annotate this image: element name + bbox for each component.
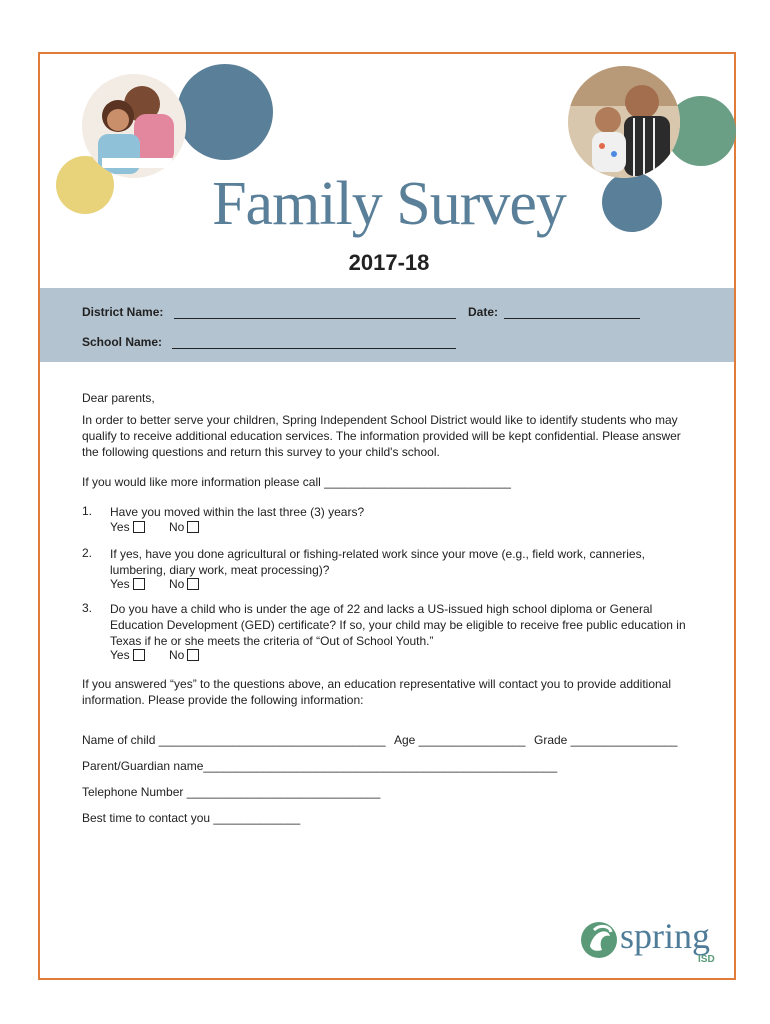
question-3-yes-checkbox[interactable] bbox=[133, 649, 145, 661]
call-line: If you would like more information please call ____________________________ bbox=[82, 475, 511, 489]
question-1-no-checkbox[interactable] bbox=[187, 521, 199, 533]
school-name-label: School Name: bbox=[82, 335, 163, 349]
district-name-label: District Name: bbox=[82, 305, 164, 319]
intro-line-2: qualify to receive additional education services. The information provided will be kept confidential. Please answer bbox=[82, 429, 681, 443]
grade-field[interactable]: Grade ________________ bbox=[534, 733, 678, 747]
question-3-yes[interactable] bbox=[110, 648, 145, 662]
question-1-no[interactable] bbox=[169, 520, 199, 534]
question-2-number: 2. bbox=[82, 546, 93, 560]
yes-label: Yes bbox=[110, 520, 130, 534]
question-2-yes[interactable] bbox=[110, 577, 145, 591]
logo-wordmark: spring bbox=[620, 916, 710, 956]
question-3-line-1: Do you have a child who is under the age of 22 and lacks a US-issued high school diploma or General bbox=[110, 602, 653, 616]
question-3-no[interactable] bbox=[169, 648, 199, 662]
intro-line-3: the following questions and return this survey to your child's school. bbox=[82, 445, 440, 459]
survey-year: 2017-18 bbox=[348, 250, 430, 275]
telephone-field[interactable]: Telephone Number _____________________________ bbox=[82, 785, 381, 799]
date-label: Date: bbox=[468, 305, 499, 319]
photo-father-son bbox=[568, 66, 680, 178]
school-info-band bbox=[40, 288, 734, 362]
question-2-no[interactable] bbox=[169, 577, 199, 591]
question-3-no-checkbox[interactable] bbox=[187, 649, 199, 661]
no-label: No bbox=[169, 648, 185, 662]
question-3-number: 3. bbox=[82, 601, 93, 615]
greeting: Dear parents, bbox=[82, 391, 155, 405]
intro-line-1: In order to better serve your children, Spring Independent School District would like to identify students who may bbox=[82, 413, 678, 427]
question-1-line-1: Have you moved within the last three (3) years? bbox=[110, 505, 365, 519]
yes-label: Yes bbox=[110, 577, 130, 591]
question-3-line-2: Education Development (GED) certificate? If so, your child may be eligible to receive free public education in bbox=[110, 618, 686, 632]
question-2-no-checkbox[interactable] bbox=[187, 578, 199, 590]
yes-label: Yes bbox=[110, 648, 130, 662]
best-time-field[interactable]: Best time to contact you _____________ bbox=[82, 811, 301, 825]
question-1-yes[interactable] bbox=[110, 520, 145, 534]
question-1-number: 1. bbox=[82, 504, 93, 518]
question-3-line-3: Texas if he or she meets the criteria of “Out of School Youth.” bbox=[110, 634, 434, 648]
survey-page bbox=[38, 52, 736, 980]
question-2-line-1: If yes, have you done agricultural or fishing-related work since your move (e.g., field work, canneries, bbox=[110, 547, 645, 561]
no-label: No bbox=[169, 520, 185, 534]
decor-circle-blue-large bbox=[177, 64, 273, 160]
question-1-yes-checkbox[interactable] bbox=[133, 521, 145, 533]
followup-line-1: If you answered “yes” to the questions above, an education representative will contact you to provide additional bbox=[82, 677, 672, 691]
spring-isd-logo bbox=[580, 916, 720, 970]
district-name-field[interactable] bbox=[174, 318, 456, 319]
photo-mother-daughter bbox=[82, 74, 186, 178]
logo-isd: ISD bbox=[698, 954, 715, 965]
child-name-field[interactable]: Name of child __________________________________ bbox=[82, 733, 386, 747]
age-field[interactable]: Age ________________ bbox=[394, 733, 526, 747]
question-2-yes-checkbox[interactable] bbox=[133, 578, 145, 590]
guardian-name-field[interactable]: Parent/Guardian name_____________________________________________________ bbox=[82, 759, 558, 773]
question-2-line-2: lumbering, diary work, meat processing)? bbox=[110, 563, 330, 577]
school-name-field[interactable] bbox=[172, 348, 456, 349]
no-label: No bbox=[169, 577, 185, 591]
followup-line-2: information. Please provide the following information: bbox=[82, 693, 364, 707]
page-title: Family Survey bbox=[212, 170, 566, 238]
date-field[interactable] bbox=[504, 318, 640, 319]
